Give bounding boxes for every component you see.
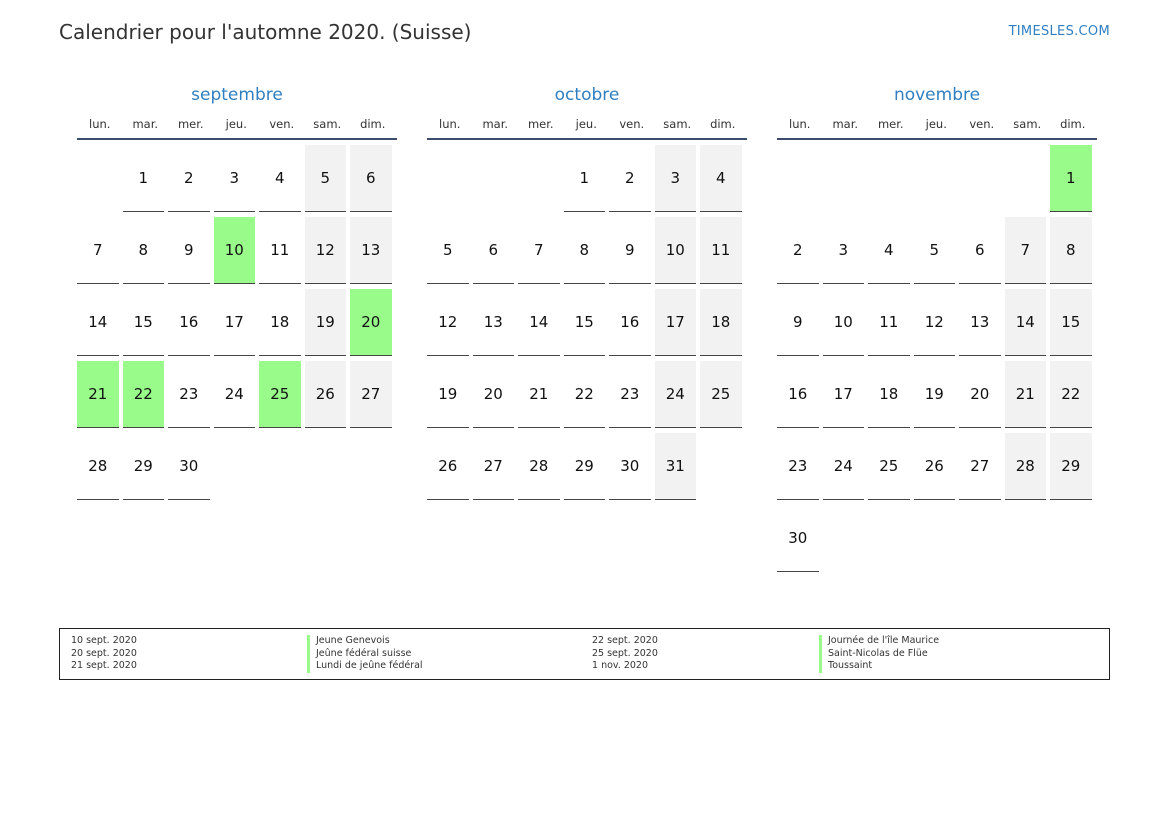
day-cell[interactable]: 16 (168, 289, 210, 356)
day-cell[interactable]: 9 (168, 217, 210, 284)
day-cell[interactable]: 10 (655, 217, 697, 284)
day-cell[interactable]: 12 (305, 217, 347, 284)
day-cell[interactable]: 11 (700, 217, 742, 284)
day-cell[interactable]: 25 (700, 361, 742, 428)
day-cell[interactable]: 19 (305, 289, 347, 356)
day-cell[interactable]: 28 (1005, 433, 1047, 500)
weekday-label: mar. (832, 117, 859, 131)
day-cell[interactable]: 1 (123, 145, 165, 212)
legend-date: 21 sept. 2020 (71, 660, 137, 671)
weekday-label: dim. (360, 117, 386, 131)
legend-holiday-name: Jeûne fédéral suisse (307, 648, 423, 661)
day-cell[interactable]: 6 (350, 145, 392, 212)
legend-date: 22 sept. 2020 (592, 635, 658, 646)
month-name: octobre (554, 85, 620, 105)
day-grid (427, 145, 747, 500)
empty-cell (777, 145, 819, 212)
day-cell[interactable]: 5 (914, 217, 956, 284)
day-cell[interactable]: 13 (959, 289, 1001, 356)
empty-cell (868, 145, 910, 212)
day-cell[interactable]: 9 (609, 217, 651, 284)
holiday-day-cell[interactable]: 25 (259, 361, 301, 428)
weekday-label: dim. (710, 117, 736, 131)
day-cell[interactable]: 5 (427, 217, 469, 284)
day-cell[interactable]: 14 (1005, 289, 1047, 356)
day-cell[interactable]: 27 (350, 361, 392, 428)
day-cell[interactable]: 7 (77, 217, 119, 284)
month-name: septembre (191, 85, 283, 105)
day-cell[interactable]: 12 (427, 289, 469, 356)
day-cell[interactable]: 22 (564, 361, 606, 428)
day-cell[interactable]: 6 (959, 217, 1001, 284)
day-grid (777, 145, 1097, 572)
day-cell[interactable]: 15 (123, 289, 165, 356)
weekday-label: mar. (482, 117, 509, 131)
day-cell[interactable]: 16 (777, 361, 819, 428)
day-cell[interactable]: 22 (1050, 361, 1092, 428)
day-cell[interactable]: 17 (823, 361, 865, 428)
day-cell[interactable]: 4 (700, 145, 742, 212)
weekday-header (427, 116, 747, 140)
day-cell[interactable]: 10 (823, 289, 865, 356)
legend-date: 25 sept. 2020 (592, 647, 658, 659)
day-cell[interactable]: 21 (1005, 361, 1047, 428)
day-cell[interactable]: 3 (655, 145, 697, 212)
day-cell[interactable]: 11 (259, 217, 301, 284)
day-cell[interactable]: 3 (823, 217, 865, 284)
legend-holiday-name: Saint-Nicolas de Flüe (819, 648, 939, 661)
legend-holiday-name: Journée de l'île Maurice (819, 635, 939, 648)
weekday-label: mer. (877, 117, 904, 131)
day-cell[interactable]: 11 (868, 289, 910, 356)
day-cell[interactable]: 27 (959, 433, 1001, 500)
legend-date: 20 sept. 2020 (71, 647, 137, 659)
weekday-label: jeu. (575, 117, 597, 131)
weekday-label: sam. (1013, 117, 1042, 131)
holiday-day-cell[interactable]: 20 (350, 289, 392, 356)
day-cell[interactable]: 31 (655, 433, 697, 500)
legend-date: 1 nov. 2020 (592, 660, 648, 671)
holiday-day-cell[interactable]: 10 (214, 217, 256, 284)
weekday-label: lun. (439, 117, 461, 131)
legend-dates-left (71, 635, 137, 673)
day-cell[interactable]: 26 (427, 433, 469, 500)
day-cell[interactable]: 12 (914, 289, 956, 356)
day-cell[interactable]: 2 (777, 217, 819, 284)
day-cell[interactable]: 30 (777, 505, 819, 572)
day-cell[interactable]: 4 (868, 217, 910, 284)
day-cell[interactable]: 23 (777, 433, 819, 500)
day-cell[interactable]: 7 (518, 217, 560, 284)
day-cell[interactable]: 24 (214, 361, 256, 428)
legend-holiday-name: Jeune Genevois (307, 635, 423, 648)
day-cell[interactable]: 26 (914, 433, 956, 500)
day-cell[interactable]: 3 (214, 145, 256, 212)
weekday-label: mer. (527, 117, 554, 131)
empty-cell (959, 145, 1001, 212)
legend-names-left (307, 635, 423, 673)
legend-holiday-name: Toussaint (819, 660, 939, 673)
day-cell[interactable]: 5 (305, 145, 347, 212)
weekday-label: jeu. (225, 117, 247, 131)
holiday-legend (59, 628, 1110, 680)
day-cell[interactable]: 25 (868, 433, 910, 500)
day-cell[interactable]: 18 (700, 289, 742, 356)
legend-holiday-name: Lundi de jeûne fédéral (307, 660, 423, 673)
empty-cell (1005, 145, 1047, 212)
day-cell[interactable]: 14 (518, 289, 560, 356)
weekday-header (777, 116, 1097, 140)
weekday-label: sam. (313, 117, 342, 131)
day-cell[interactable]: 29 (564, 433, 606, 500)
day-cell[interactable]: 28 (77, 433, 119, 500)
day-cell[interactable]: 29 (123, 433, 165, 500)
day-grid (77, 145, 397, 500)
weekday-label: mar. (132, 117, 159, 131)
day-cell[interactable]: 27 (473, 433, 515, 500)
weekday-label: jeu. (925, 117, 947, 131)
empty-cell (473, 145, 515, 212)
day-cell[interactable]: 17 (214, 289, 256, 356)
day-cell[interactable]: 9 (777, 289, 819, 356)
day-cell[interactable]: 7 (1005, 217, 1047, 284)
month-september (77, 84, 397, 500)
day-cell[interactable]: 14 (77, 289, 119, 356)
weekday-label: dim. (1060, 117, 1086, 131)
day-cell[interactable]: 13 (350, 217, 392, 284)
day-cell[interactable]: 29 (1050, 433, 1092, 500)
day-cell[interactable]: 6 (473, 217, 515, 284)
day-cell[interactable]: 1 (564, 145, 606, 212)
empty-cell (823, 145, 865, 212)
legend-names-right (819, 635, 939, 673)
weekday-label: sam. (663, 117, 692, 131)
day-cell[interactable]: 24 (655, 361, 697, 428)
day-cell[interactable]: 4 (259, 145, 301, 212)
legend-date: 10 sept. 2020 (71, 635, 137, 646)
weekday-label: lun. (89, 117, 111, 131)
day-cell[interactable]: 28 (518, 433, 560, 500)
legend-dates-right (592, 635, 658, 673)
empty-cell (427, 145, 469, 212)
day-cell[interactable]: 21 (518, 361, 560, 428)
weekday-label: lun. (789, 117, 811, 131)
month-name: novembre (893, 85, 981, 105)
day-cell[interactable]: 15 (1050, 289, 1092, 356)
day-cell[interactable]: 24 (823, 433, 865, 500)
day-cell[interactable]: 23 (609, 361, 651, 428)
day-cell[interactable]: 13 (473, 289, 515, 356)
day-cell[interactable]: 23 (168, 361, 210, 428)
holiday-day-cell[interactable]: 1 (1050, 145, 1092, 212)
day-cell[interactable]: 8 (564, 217, 606, 284)
day-cell[interactable]: 30 (168, 433, 210, 500)
day-cell[interactable]: 20 (473, 361, 515, 428)
weekday-label: mer. (177, 117, 204, 131)
weekday-label: ven. (269, 117, 295, 131)
day-cell[interactable]: 15 (564, 289, 606, 356)
brand-link[interactable]: TIMESLES.COM (1008, 24, 1110, 39)
page-title: Calendrier pour l'automne 2020. (Suisse) (59, 20, 472, 44)
day-cell[interactable]: 17 (655, 289, 697, 356)
month-october (427, 84, 747, 500)
day-cell[interactable]: 8 (123, 217, 165, 284)
month-november (777, 84, 1097, 572)
day-cell[interactable]: 30 (609, 433, 651, 500)
weekday-label: ven. (619, 117, 645, 131)
day-cell[interactable]: 2 (168, 145, 210, 212)
empty-cell (77, 145, 119, 212)
weekday-label: ven. (969, 117, 995, 131)
holiday-day-cell[interactable]: 22 (123, 361, 165, 428)
day-cell[interactable]: 16 (609, 289, 651, 356)
day-cell[interactable]: 26 (305, 361, 347, 428)
empty-cell (518, 145, 560, 212)
day-cell[interactable]: 18 (259, 289, 301, 356)
day-cell[interactable]: 18 (868, 361, 910, 428)
day-cell[interactable]: 8 (1050, 217, 1092, 284)
day-cell[interactable]: 19 (914, 361, 956, 428)
day-cell[interactable]: 20 (959, 361, 1001, 428)
weekday-header (77, 116, 397, 140)
day-cell[interactable]: 2 (609, 145, 651, 212)
empty-cell (914, 145, 956, 212)
holiday-day-cell[interactable]: 21 (77, 361, 119, 428)
day-cell[interactable]: 19 (427, 361, 469, 428)
